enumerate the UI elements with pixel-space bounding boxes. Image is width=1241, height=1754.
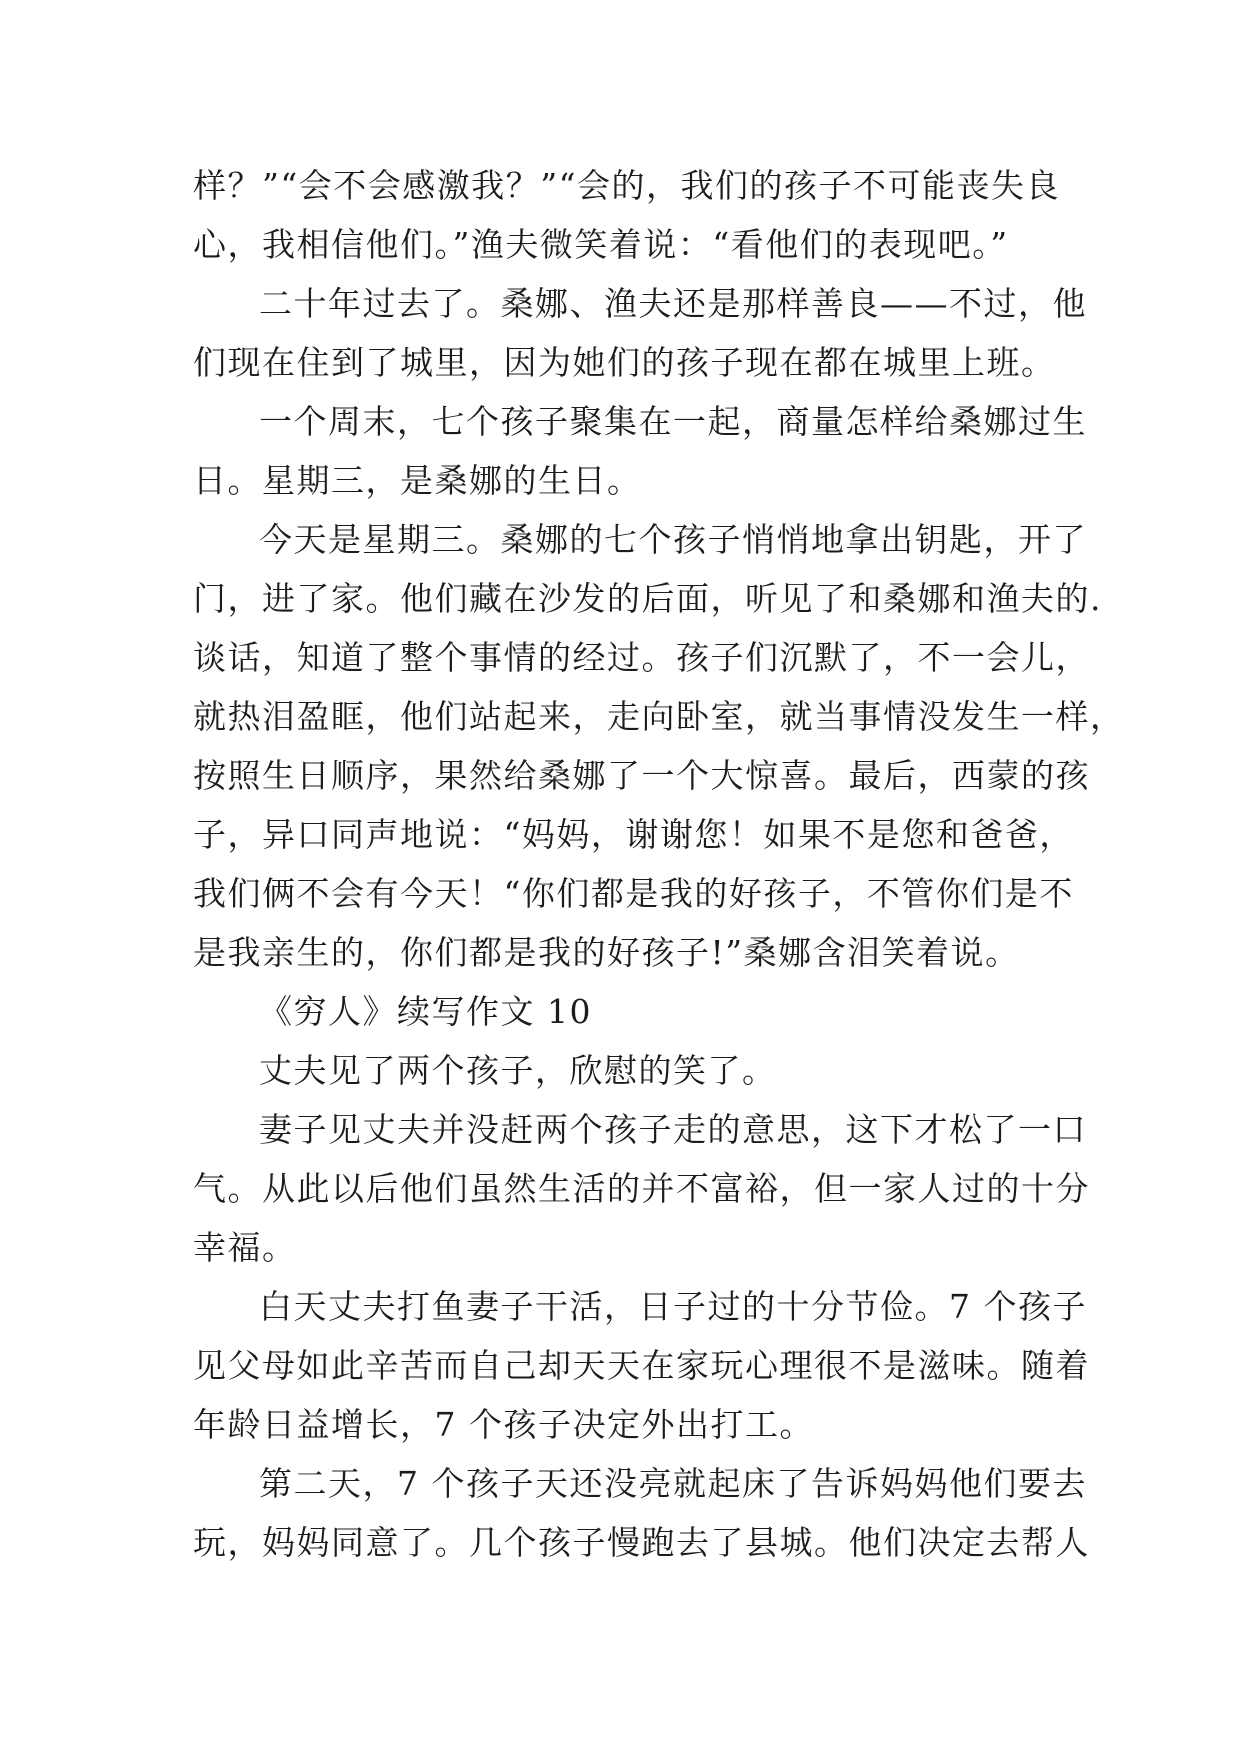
text-line: 幸福。 [193,1228,297,1267]
text-line: 们现在住到了城里，因为她们的孩子现在都在城里上班。 [193,343,1056,382]
text-line: 丈夫见了两个孩子，欣慰的笑了。 [259,1051,777,1090]
section-heading: 《穷人》续写作文 10 [259,992,592,1031]
text-line: 妻子见丈夫并没赶两个孩子走的意思，这下才松了一口 [259,1110,1087,1149]
text-line: 一个周末，七个孩子聚集在一起，商量怎样给桑娜过生 [259,402,1087,441]
text-line: 样？”“会不会感激我？”“会的，我们的孩子不可能丧失良 [193,166,1060,205]
text-line: 白天丈夫打鱼妻子干活，日子过的十分节俭。7 个孩子 [259,1287,1087,1326]
text-line: 第二天，7 个孩子天还没亮就起床了告诉妈妈他们要去 [259,1464,1087,1503]
document-body [193,156,1125,1572]
text-line: 就热泪盈眶，他们站起来，走向卧室，就当事情没发生一样， [193,697,1125,736]
text-line: 今天是星期三。桑娜的七个孩子悄悄地拿出钥匙，开了 [259,520,1087,559]
text-line: 二十年过去了。桑娜、渔夫还是那样善良——不过，他 [259,284,1087,323]
text-line: 按照生日顺序，果然给桑娜了一个大惊喜。最后，西蒙的孩 [193,756,1090,795]
text-line: 心，我相信他们。”渔夫微笑着说：“看他们的表现吧。” [193,225,1009,264]
text-line: 门，进了家。他们藏在沙发的后面，听见了和桑娜和渔夫的. [193,579,1102,618]
text-line: 玩，妈妈同意了。几个孩子慢跑去了县城。他们决定去帮人 [193,1523,1090,1562]
text-line: 年龄日益增长，7 个孩子决定外出打工。 [193,1405,814,1444]
text-line: 子，异口同声地说：“妈妈，谢谢您！如果不是您和爸爸， [193,815,1074,854]
text-line: 日。星期三，是桑娜的生日。 [193,461,642,500]
text-line: 谈话，知道了整个事情的经过。孩子们沉默了，不一会儿， [193,638,1090,677]
text-line: 是我亲生的，你们都是我的好孩子!”桑娜含泪笑着说。 [193,933,1020,972]
text-line: 气。从此以后他们虽然生活的并不富裕，但一家人过的十分 [193,1169,1090,1208]
text-line: 我们俩不会有今天！“你们都是我的好孩子，不管你们是不 [193,874,1074,913]
text-line: 见父母如此辛苦而自己却天天在家玩心理很不是滋味。随着 [193,1346,1090,1385]
